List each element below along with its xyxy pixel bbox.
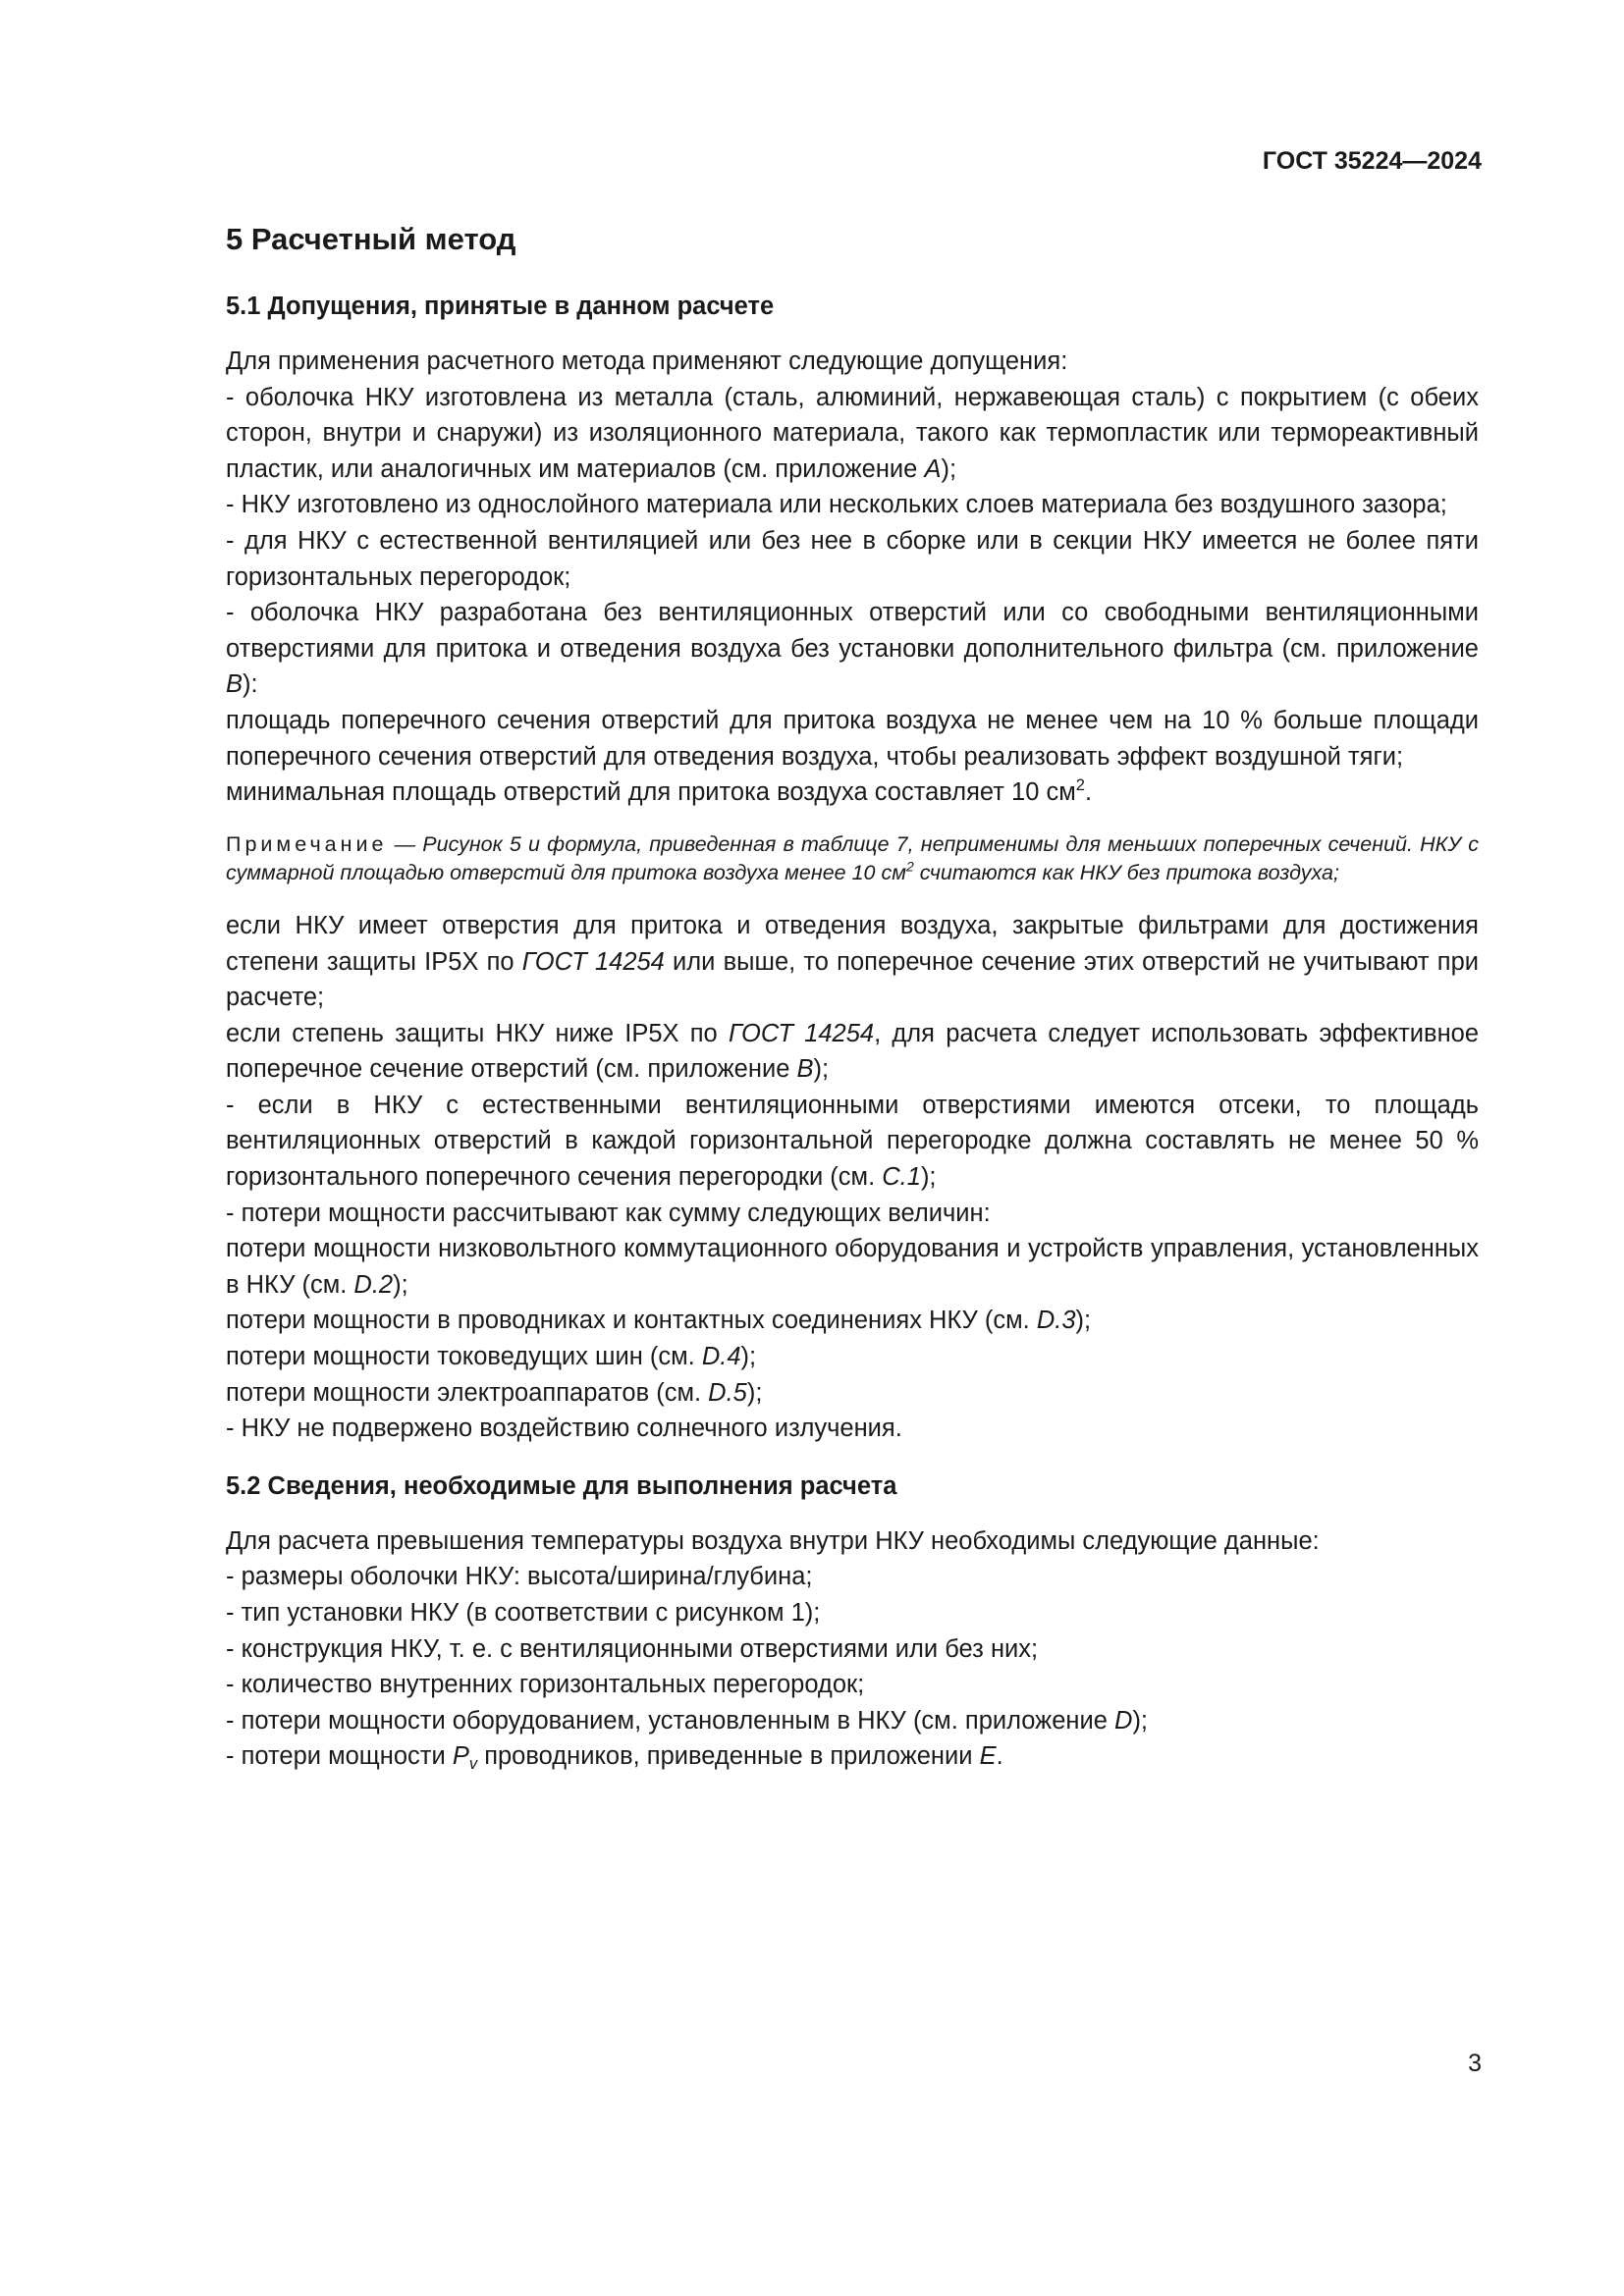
list-item: если степень защиты НКУ ниже IP5X по ГОСТ 14254, для расчета следует использовать эффективное поперечное сечение отверстий (см. приложение B); (226, 1019, 1480, 1084)
list-item: - оболочка НКУ изготовлена из металла (сталь, алюминий, нержавеющая сталь) с покрытием (с обеих сторон, внутри и снаружи) из изоляционного материала, такого как термопластик или термореактивный пластик, или аналогичных им материалов (см. приложение A); (226, 383, 1479, 483)
list-item: - оболочка НКУ разработана без вентиляционных отверстий или со свободными вентиляционными отверстиями для притока и отведения воздуха без установки дополнительного фильтра (см. приложение B): (226, 599, 1479, 699)
list-item: - размеры оболочки НКУ: высота/ширина/глубина; (226, 1563, 813, 1591)
list-item: - если в НКУ с естественными вентиляционными отверстиями имеются отсеки, то площадь вентиляционных отверстий в каждой горизонтальной перегородке должна составлять не менее 50 % горизонтального поперечного сечения перегородки (см. C.1); (226, 1091, 1479, 1192)
note: Примечание — Рисунок 5 и формула, приведенная в таблице 7, неприменимы для меньших поперечных сечений. НКУ с суммарной площадью отверстий для притока воздуха менее 10 $см^2$ считаются как НКУ без притока воздуха; (226, 831, 1479, 885)
list-item: - конструкция НКУ, т. е. с вентиляционными отверстиями или без них; (226, 1634, 1039, 1663)
section-5-2-title: 5.2 Сведения, необходимые для выполнения расчета (226, 1471, 897, 1500)
list-item: - потери мощности $P_v$ проводников, приведенные в приложении E. (226, 1742, 1003, 1774)
list-item: потери мощности электроаппаратов (см. D.5); (226, 1378, 763, 1407)
list-item: - НКУ изготовлено из однослойного материала или нескольких слоев материала без воздушного зазора; (226, 491, 1447, 519)
document-id: ГОСТ 35224—2024 (1262, 147, 1482, 175)
list-item: потери мощности токоведущих шин (см. D.4); (226, 1343, 757, 1371)
list-item: потери мощности низковольтного коммутационного оборудования и устройств управления, установленных в НКУ (см. D.2); (226, 1235, 1479, 1299)
section-5-title: 5 Расчетный метод (226, 222, 516, 256)
paragraph: Для расчета превышения температуры воздуха внутри НКУ необходимы следующие данные: (226, 1526, 1320, 1555)
paragraph: Для применения расчетного метода применяют следующие допущения: (226, 347, 1068, 375)
list-item: - потери мощности рассчитывают как сумму следующих величин: (226, 1199, 991, 1227)
page-number: 3 (1468, 2050, 1482, 2077)
note-label: Примечание (226, 831, 388, 856)
section-5-1-title: 5.1 Допущения, принятые в данном расчете (226, 293, 775, 320)
list-item: - НКУ не подвержено воздействию солнечного излучения. (226, 1415, 902, 1443)
list-item: площадь поперечного сечения отверстий для притока воздуха не менее чем на 10 % больше площади поперечного сечения отверстий для отведения воздуха, чтобы реализовать эффект воздушной тяги; (226, 706, 1479, 771)
list-item: минимальная площадь отверстий для притока воздуха составляет 10 $см^2$. (226, 775, 1093, 807)
list-item: - потери мощности оборудованием, установленным в НКУ (см. приложение D); (226, 1706, 1149, 1735)
page-content (226, 220, 1479, 1775)
list-item: потери мощности в проводниках и контактных соединениях НКУ (см. D.3); (226, 1307, 1092, 1335)
list-item: - количество внутренних горизонтальных перегородок; (226, 1671, 865, 1699)
list-item: если НКУ имеет отверстия для притока и отведения воздуха, закрытые фильтрами для достижения степени защиты IP5X по ГОСТ 14254 или выше, то поперечное сечение этих отверстий не учитывают при расчете; (226, 911, 1480, 1012)
list-item: - для НКУ с естественной вентиляцией или без нее в сборке или в секции НКУ имеется не более пяти горизонтальных перегородок; (226, 526, 1479, 591)
list-item: - тип установки НКУ (в соответствии с рисунком 1); (226, 1599, 821, 1627)
